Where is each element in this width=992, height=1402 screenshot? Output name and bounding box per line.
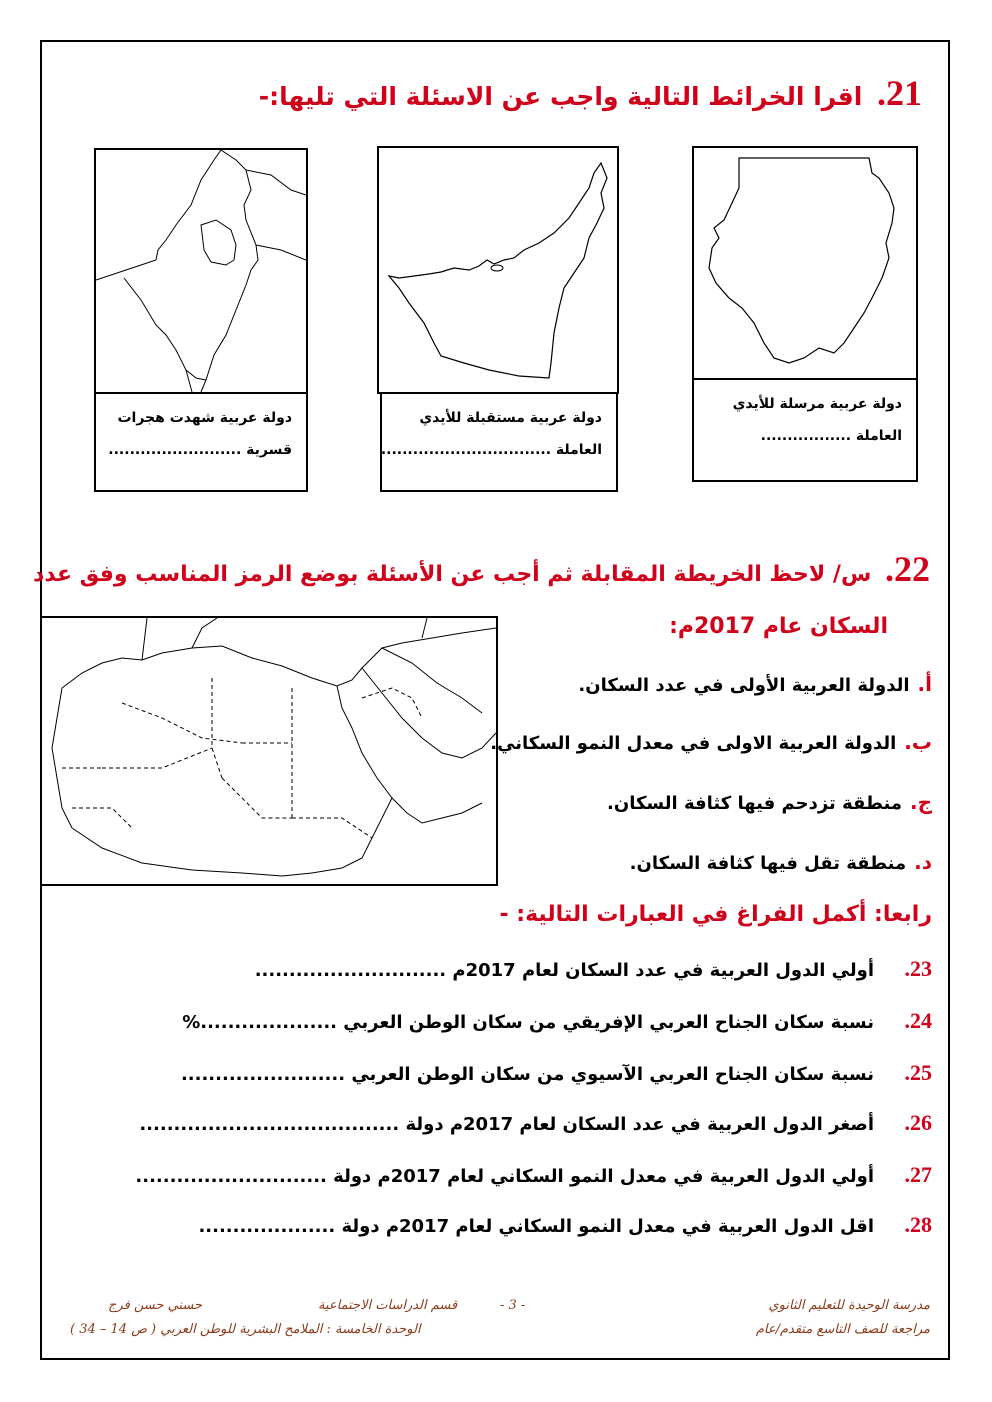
map-sudan-caption: دولة عربية مرسلة للأيدي العاملة .................	[692, 378, 918, 482]
fill-item-25: 25.نسبة سكان الجناح العربي الآسيوي من سكان الوطن العربي ........................	[180, 1060, 932, 1085]
fill-item-27: 27.أولي الدول العربية في معدل النمو السكاني لعام 2017م دولة ............................	[135, 1162, 932, 1187]
map-palestine	[94, 148, 308, 394]
question-21-title: 21. اقرا الخرائط التالية واجب عن الاسئلة التي تليها:-	[258, 73, 922, 113]
footer-review: مراجعة للصف التاسع متقدم/عام	[755, 1322, 930, 1337]
map-arab-world	[40, 616, 498, 886]
footer-school: مدرسة الوحيدة للتعليم الثانوي	[768, 1298, 930, 1313]
fill-item-28: 28.اقل الدول العربية في معدل النمو السكاني لعام 2017م دولة ....................	[198, 1212, 932, 1237]
question-22-items	[490, 672, 932, 874]
list-item: د.منطقة تقل فيها كثافة السكان.	[629, 850, 932, 874]
map-uae	[377, 146, 619, 394]
fill-item-26: 26.أصغر الدول العربية في عدد السكان لعام 2017م دولة ......................................	[139, 1110, 932, 1135]
uae-outline	[379, 148, 617, 392]
question-22-subtitle: السكان عام 2017م:	[669, 614, 888, 639]
footer-teacher: حسني حسن فرج	[108, 1298, 202, 1313]
section-4-title: رابعا: أكمل الفراغ في العبارات التالية: -	[499, 902, 932, 927]
footer-unit: الوحدة الخامسة : الملامح البشرية للوطن العربي ( ص 14 – 34 )	[70, 1322, 421, 1337]
question-number: 22.	[885, 549, 930, 589]
list-item: أ.الدولة العربية الأولى في عدد السكان.	[578, 672, 932, 696]
list-item: ج.منطقة تزدحم فيها كثافة السكان.	[607, 790, 932, 814]
list-item: ب.الدولة العربية الاولى في معدل النمو السكاني.	[490, 730, 932, 754]
footer-department: قسم الدراسات الاجتماعية	[318, 1298, 458, 1313]
question-number: 21.	[877, 73, 922, 113]
fill-item-23: 23.أولي الدول العربية في عدد السكان لعام 2017م ............................	[254, 956, 932, 981]
question-22-title: 22. س/ لاحظ الخريطة المقابلة ثم أجب عن الأسئلة بوضع الرمز المناسب وفق عدد	[32, 549, 930, 589]
sudan-outline	[694, 148, 916, 378]
footer-page: - 3 -	[500, 1298, 526, 1313]
fill-item-24: 24.نسبة سكان الجناح العربي الإفريقي من سكان الوطن العربي ....................%	[182, 1008, 932, 1033]
map-palestine-caption: دولة عربية شهدت هجرات قسرية .........................	[94, 392, 308, 492]
map-sudan	[692, 146, 918, 380]
arab-world-outline	[42, 618, 496, 884]
map-uae-caption: دولة عربية مستقبلة للأيدي العاملة ................................	[380, 392, 618, 492]
palestine-outline	[96, 150, 306, 392]
